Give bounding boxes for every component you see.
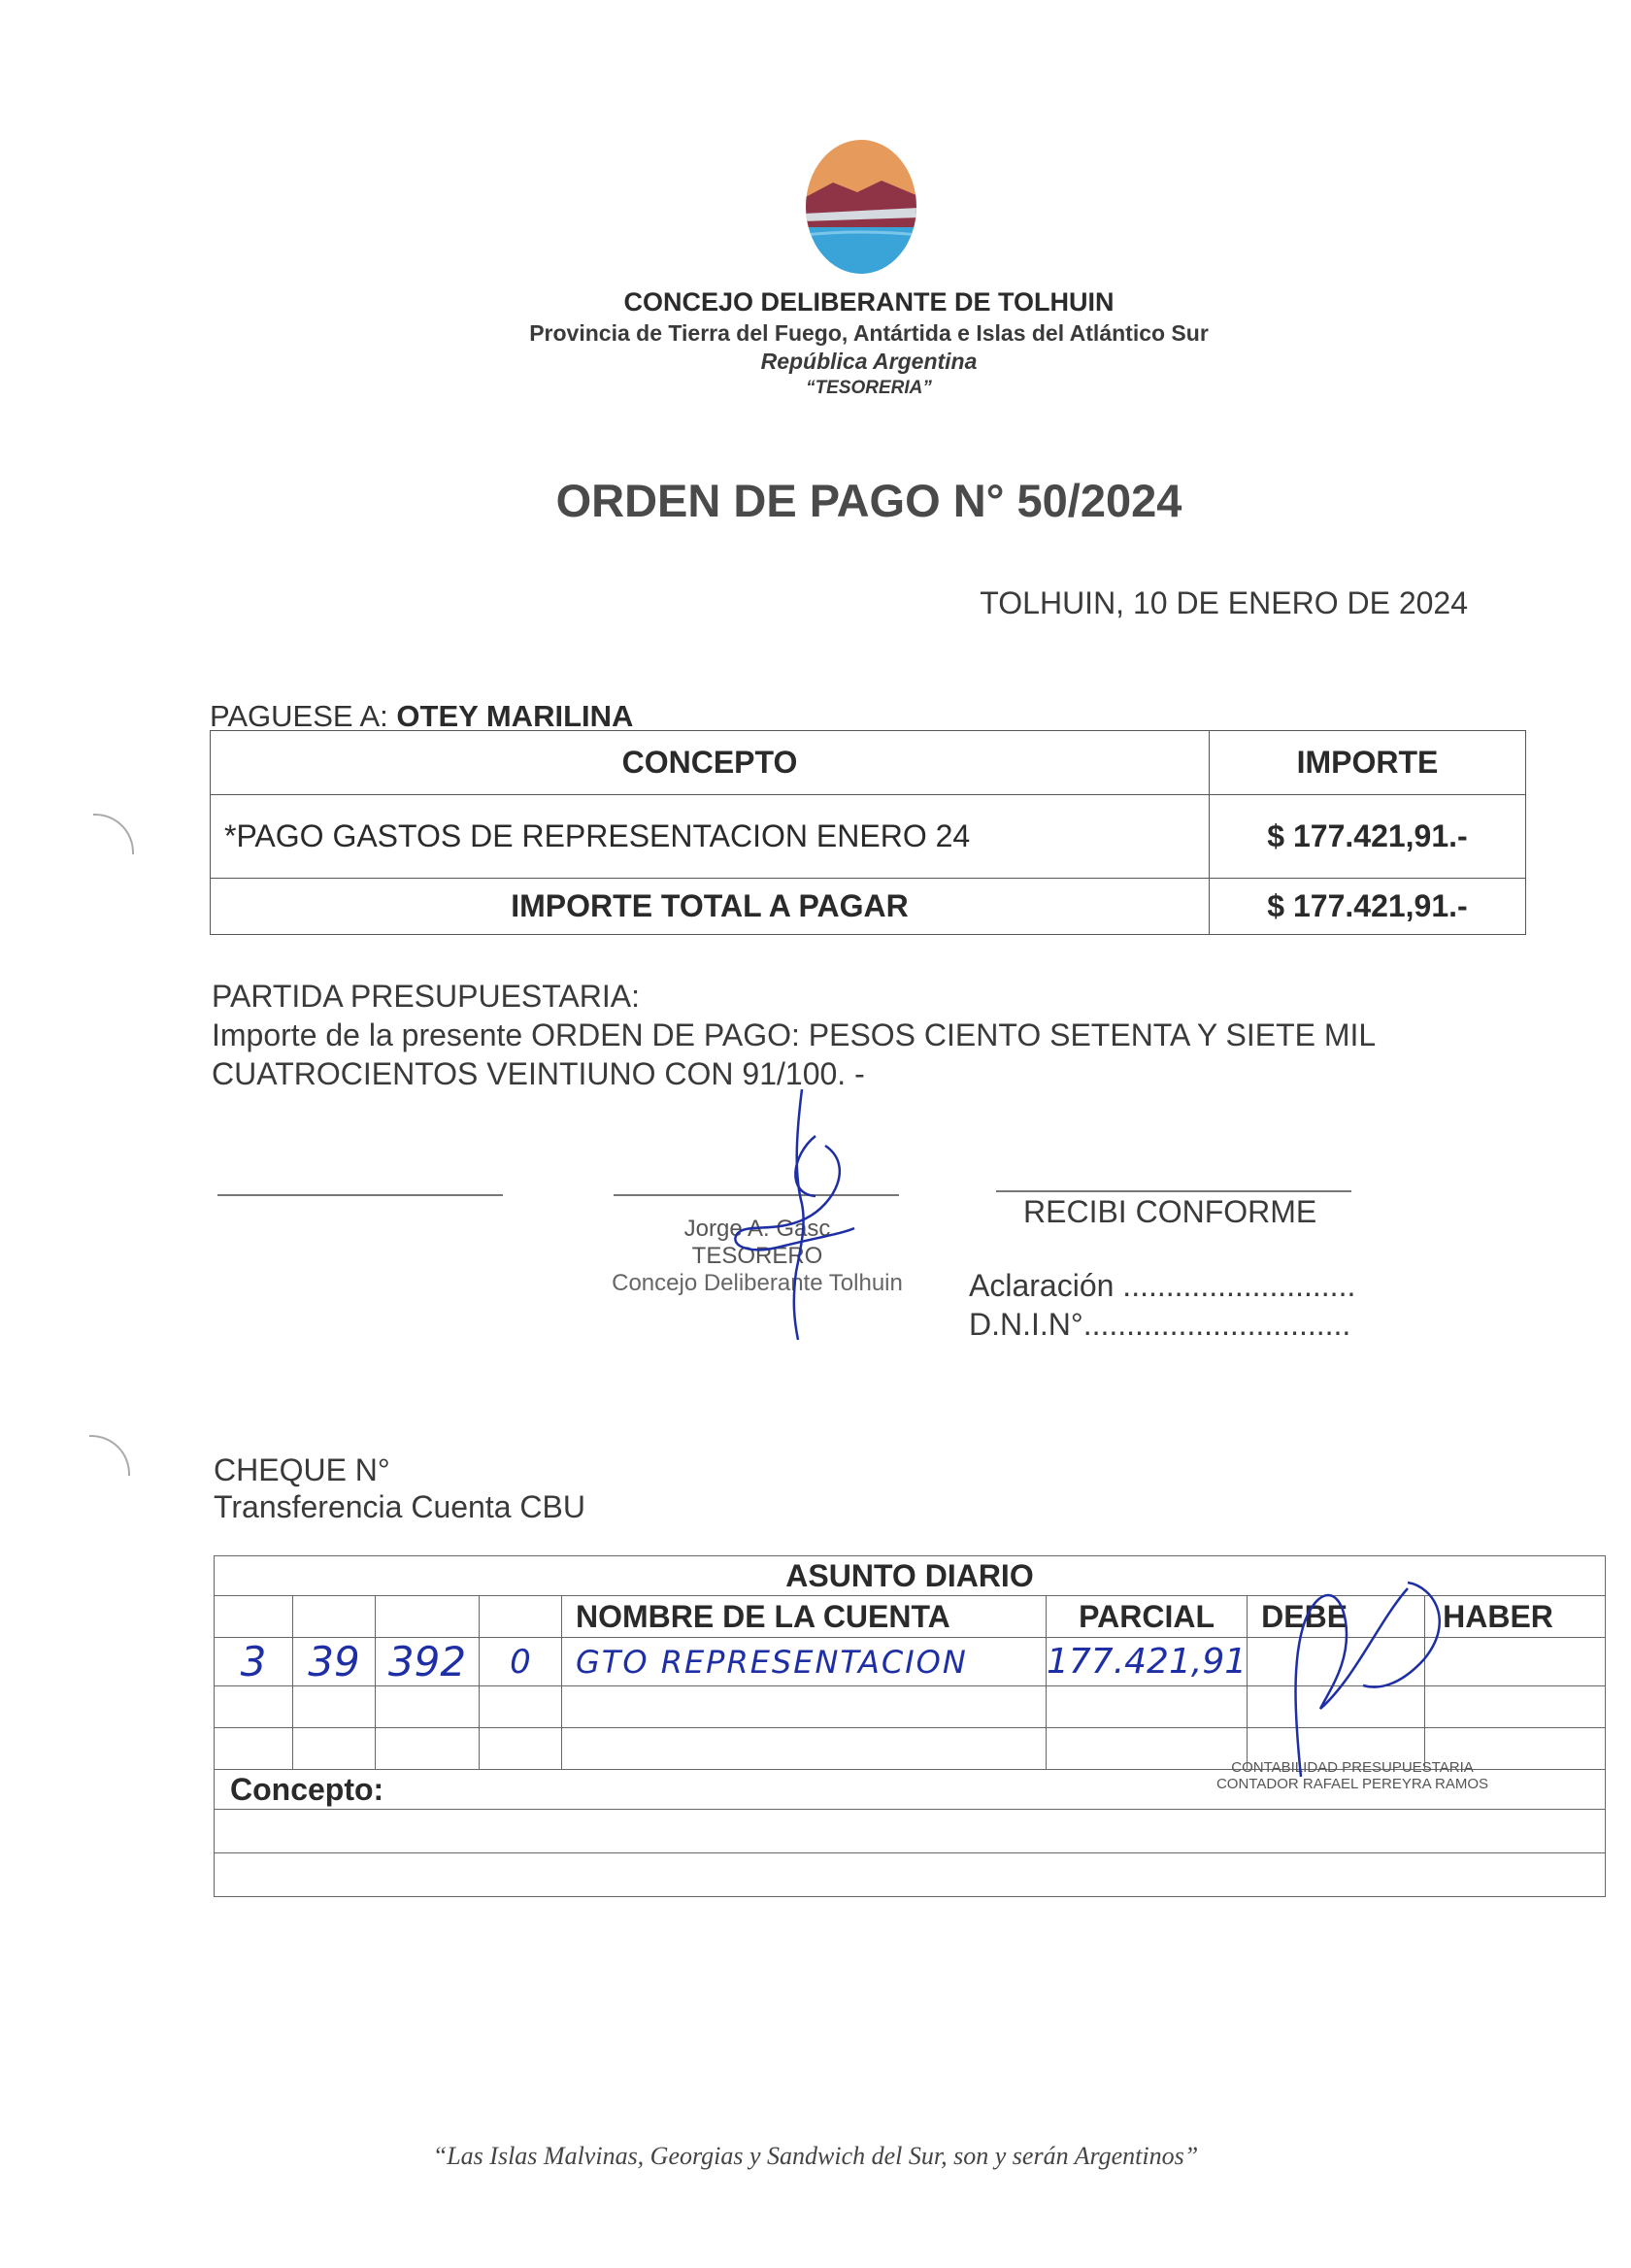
payee-name: OTEY MARILINA bbox=[396, 699, 634, 733]
payment-table bbox=[210, 730, 1526, 935]
org-name: CONCEJO DELIBERANTE DE TOLHUIN bbox=[623, 287, 1115, 317]
accountant-signature bbox=[1262, 1563, 1476, 1786]
col-haber-header: HABER bbox=[1425, 1596, 1606, 1638]
payee-line bbox=[210, 699, 633, 734]
hand-cell-4: 0 bbox=[480, 1638, 562, 1686]
hand-cell-1: 3 bbox=[215, 1638, 293, 1686]
total-label: IMPORTE TOTAL A PAGAR bbox=[211, 879, 1210, 935]
payment-concepto: *PAGO GASTOS DE REPRESENTACION ENERO 24 bbox=[211, 795, 1210, 879]
partida-label: PARTIDA PRESUPUESTARIA: bbox=[212, 979, 640, 1014]
payee-label: PAGUESE A: bbox=[210, 699, 388, 733]
partida-block bbox=[212, 977, 1376, 1093]
republic-line: República Argentina bbox=[760, 349, 978, 374]
hand-account-name: GTO REPRESENTACION bbox=[562, 1638, 1047, 1686]
hand-cell-2: 39 bbox=[293, 1638, 376, 1686]
col-nombre-header: NOMBRE DE LA CUENTA bbox=[562, 1596, 1047, 1638]
col-concepto-header: CONCEPTO bbox=[211, 731, 1210, 795]
signature-line-receiver bbox=[996, 1190, 1351, 1192]
date-line: TOLHUIN, 10 DE ENERO DE 2024 bbox=[980, 585, 1468, 620]
receipt-label: RECIBI CONFORME bbox=[1023, 1194, 1317, 1229]
cheque-line: CHEQUE N° bbox=[214, 1452, 390, 1487]
ledger-title: ASUNTO DIARIO bbox=[215, 1556, 1606, 1596]
treasurer-signature bbox=[709, 1078, 864, 1350]
signature-line-left bbox=[217, 1194, 503, 1196]
document-title: ORDEN DE PAGO N° 50/2024 bbox=[555, 475, 1182, 526]
punch-mark-top bbox=[93, 814, 134, 854]
partida-line1: Importe de la presente ORDEN DE PAGO: PESOS CIENTO SETENTA Y SIETE MIL bbox=[212, 1017, 1377, 1052]
payment-importe: $ 177.421,91.- bbox=[1210, 795, 1526, 879]
treasurer-body: Concejo Deliberante Tolhuin bbox=[612, 1270, 903, 1296]
hand-parcial: 177.421,91 bbox=[1047, 1638, 1248, 1686]
treasurer-name: Jorge A. Gasc bbox=[683, 1216, 831, 1242]
punch-mark-bottom bbox=[89, 1435, 130, 1476]
accountant-stamp-line1: CONTABILIDAD PRESUPUESTARIA bbox=[1231, 1759, 1474, 1776]
office-line: “TESORERIA” bbox=[806, 378, 932, 398]
accountant-stamp-line2: CONTADOR RAFAEL PEREYRA RAMOS bbox=[1215, 1776, 1489, 1792]
ledger-concepto-label: Concepto: bbox=[215, 1770, 1606, 1810]
col-debe-header: DEBE bbox=[1248, 1596, 1425, 1638]
council-logo bbox=[804, 138, 918, 276]
transfer-line: Transferencia Cuenta CBU bbox=[214, 1489, 585, 1524]
col-parcial-header: PARCIAL bbox=[1047, 1596, 1248, 1638]
partida-line2: CUATROCIENTOS VEINTIUNO CON 91/100. - bbox=[212, 1056, 865, 1091]
dni-field: D.N.I.N°............................... bbox=[969, 1307, 1351, 1342]
aclaracion-field: Aclaración ........................... bbox=[969, 1268, 1356, 1303]
province-line: Provincia de Tierra del Fuego, Antártida e Islas del Atlántico Sur bbox=[529, 320, 1209, 346]
total-importe: $ 177.421,91.- bbox=[1210, 879, 1526, 935]
hand-cell-3: 392 bbox=[376, 1638, 480, 1686]
footer-slogan: “Las Islas Malvinas, Georgias y Sandwich del Sur, son y serán Argentinos” bbox=[432, 2142, 1199, 2170]
treasurer-role: TESORERO bbox=[691, 1243, 823, 1269]
col-importe-header: IMPORTE bbox=[1210, 731, 1526, 795]
